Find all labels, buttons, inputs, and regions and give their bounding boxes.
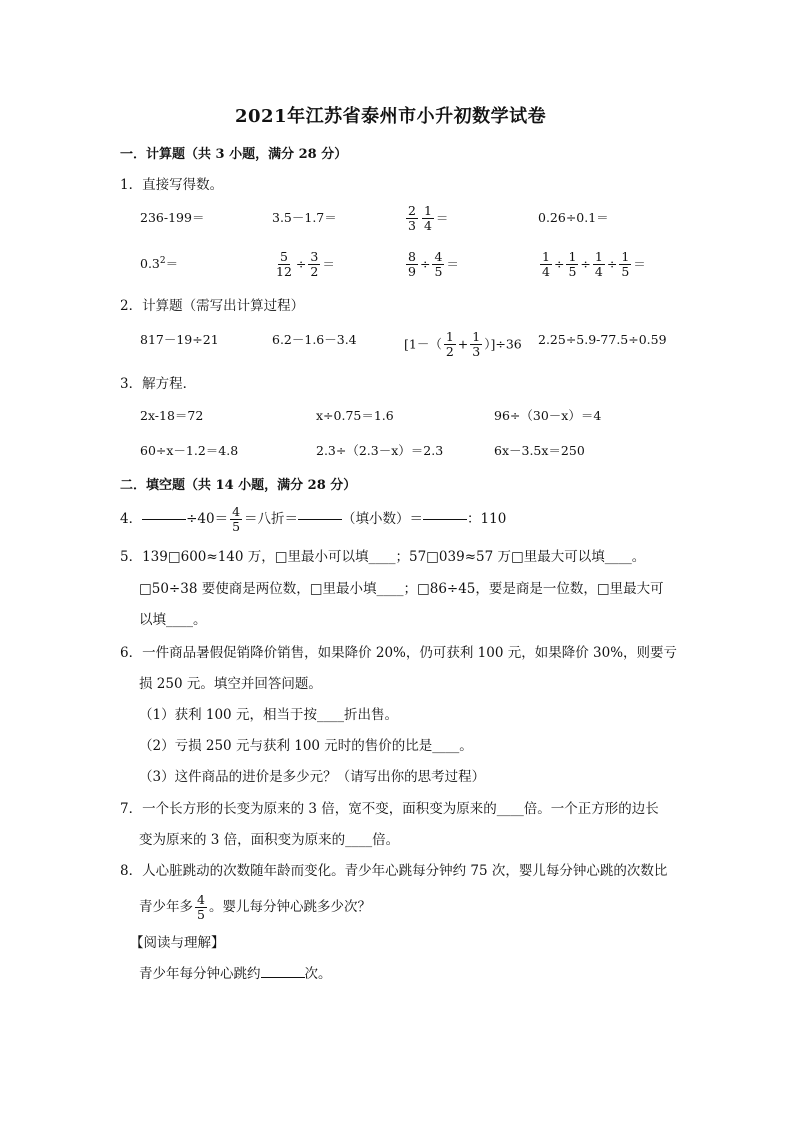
q8-frac-num: 4	[197, 892, 205, 907]
q4-blank-3[interactable]	[423, 519, 467, 520]
q1-r2c2-a-num: 5	[279, 249, 288, 264]
q1-r2c3	[404, 250, 459, 280]
q3-eq-3: 96÷（30－x）＝4	[494, 408, 602, 423]
q1-r2c3-a-num: 8	[408, 249, 416, 264]
q1-r2c4-d4: 5	[621, 264, 630, 280]
q2-item-4: 2.25÷5.9-77.5÷0.59	[538, 332, 667, 347]
q3-label: 3．解方程．	[120, 376, 197, 392]
q4-blank-2[interactable]	[298, 519, 342, 520]
q1-r2c4-n2: 1	[568, 249, 577, 264]
q1-r2c4	[538, 250, 646, 280]
q1-r2c4-d1: 4	[542, 264, 550, 280]
q5-line-1: 5．139□600≈140 万，□里最小可以填____；57□039≈57 万□里最大可以填____。	[120, 549, 646, 565]
q2-item-3-n2: 1	[472, 329, 481, 344]
q1-r1c3-a-num: 2	[408, 203, 416, 218]
q1-r2c2-op: ÷	[295, 256, 307, 272]
q1-r1c3-a-den: 3	[408, 218, 416, 234]
q1-r2c4-eq: ＝	[633, 256, 646, 272]
section-2-heading: 二．填空题（共 14 小题，满分 28 分）	[120, 478, 357, 493]
q6-line-1: 6．一件商品暑假促销降价销售，如果降价 20%，仍可获利 100 元，如果降价 30%，则要亏	[120, 645, 678, 661]
page-title: 2021年江苏省泰州市小升初数学试卷	[235, 106, 547, 127]
q1-r1c2: 3.5－1.7＝	[272, 210, 337, 225]
section-1-heading: 一．计算题（共 3 小题，满分 28 分）	[120, 147, 348, 162]
q4-frac-den: 5	[232, 519, 241, 535]
q1-r1c4: 0.26÷0.1＝	[538, 210, 609, 225]
q8-line-2	[139, 893, 371, 923]
q1-r2c1	[140, 257, 178, 271]
q8-line-4	[139, 968, 332, 982]
q3-eq-1: 2x-18＝72	[140, 408, 204, 423]
q6-sub-2: （2）亏损 250 元与获利 100 元时的售价的比是____。	[139, 738, 473, 754]
q1-r2c3-b-num: 4	[434, 249, 443, 264]
q8-frac-den: 5	[197, 907, 205, 923]
q7-line-2: 变为原来的 3 倍，面积变为原来的____倍。	[139, 832, 400, 848]
q1-r1c3-eq: ＝	[435, 210, 449, 226]
q2-item-3-plus: +	[457, 336, 469, 352]
q4	[120, 505, 506, 535]
q1-r2c4-n1: 1	[542, 249, 550, 264]
q1-r2c3-eq: ＝	[446, 256, 459, 272]
q1-r2c2-b-num: 3	[310, 249, 319, 264]
q3-eq-2: x÷0.75＝1.6	[316, 408, 394, 423]
q8-reading-heading: 【阅读与理解】	[130, 935, 225, 951]
q1-r2c2	[272, 250, 335, 280]
q2-item-3	[404, 330, 522, 360]
q3-eq-4: 60÷x－1.2＝4.8	[140, 443, 239, 458]
q4-num: 4．	[120, 511, 143, 528]
q1-r2c3-op: ÷	[419, 256, 431, 272]
q1-r2c1-eq: ＝	[165, 256, 179, 272]
q8-line-4-post: 次。	[304, 966, 332, 982]
q2-item-3-d1: 2	[445, 344, 454, 360]
q1-r1c1: 236-199＝	[140, 210, 205, 225]
q1-r2c1-exp: 2	[159, 256, 166, 266]
q2-item-2: 6.2－1.6－3.4	[272, 332, 357, 347]
q2-item-1: 817－19÷21	[140, 332, 219, 347]
q1-r2c4-n4: 1	[621, 249, 630, 264]
q3-eq-6: 6x－3.5x＝250	[494, 443, 585, 458]
q1-r1c3-b-num: 1	[423, 203, 432, 218]
q4-t4: ：110	[467, 511, 507, 528]
q1-r2c1-base: 0.3	[140, 256, 160, 272]
q2-item-3-n1: 1	[445, 329, 454, 344]
q1-r2c2-eq: ＝	[322, 256, 335, 272]
q6-sub-1: （1）获利 100 元，相当于按____折出售。	[139, 707, 398, 723]
q1-r2c4-d3: 4	[594, 264, 603, 280]
q8-line-2-pre: 青少年多	[139, 899, 193, 916]
q6-line-2: 损 250 元。填空并回答问题。	[139, 676, 322, 692]
q4-t1: ÷40＝	[186, 511, 229, 528]
q8-blank[interactable]	[261, 977, 305, 978]
q5-line-3: 以填____。	[139, 612, 207, 628]
q6-sub-3: （3）这件商品的进价是多少元？（请写出你的思考过程）	[139, 769, 486, 785]
q2-item-3-d2: 3	[472, 344, 481, 360]
q5-line-2: □50÷38 要使商是两位数，□里最小填____；□86÷45，要是商是一位数，□里最大可	[139, 581, 664, 597]
q3-eq-5: 2.3÷（2.3－x）＝2.3	[316, 443, 444, 458]
q8-line-4-pre: 青少年每分钟心跳约	[139, 966, 261, 982]
q1-r2c4-op1: ÷	[553, 256, 565, 272]
q2-item-3-pre: [1－（	[404, 336, 442, 352]
q1-r2c4-op2: ÷	[580, 256, 591, 272]
q1-r2c4-d2: 5	[568, 264, 577, 280]
q1-r1c3-b-den: 4	[423, 218, 432, 234]
q1-r2c2-b-den: 2	[310, 264, 319, 280]
q1-r1c3	[404, 204, 448, 234]
q2-label: 2．计算题（需写出计算过程）	[120, 298, 305, 314]
q8-line-1: 8．人心脏跳动的次数随年龄而变化。青少年心跳每分钟约 75 次，婴儿每分钟心跳的次数比	[120, 863, 668, 879]
q4-t2: ＝八折＝	[244, 511, 299, 528]
q2-item-3-post: ）]÷36	[484, 336, 522, 352]
q4-blank-1[interactable]	[142, 519, 186, 520]
q1-r2c3-b-den: 5	[434, 264, 443, 280]
q1-r2c4-op3: ÷	[606, 256, 618, 272]
q4-frac-num: 4	[232, 504, 241, 519]
q4-t3: （填小数）＝	[342, 511, 424, 528]
q7-line-1: 7．一个长方形的长变为原来的 3 倍，宽不变，面积变为原来的____倍。一个正方形的边长	[120, 801, 659, 817]
q1-r2c2-a-den: 12	[276, 264, 292, 280]
q8-line-2-post: 。婴儿每分钟心跳多少次？	[208, 899, 371, 916]
q1-r2c3-a-den: 9	[408, 264, 416, 280]
q1-r2c4-n3: 1	[594, 249, 603, 264]
q1-label: 1．直接写得数。	[120, 177, 224, 193]
